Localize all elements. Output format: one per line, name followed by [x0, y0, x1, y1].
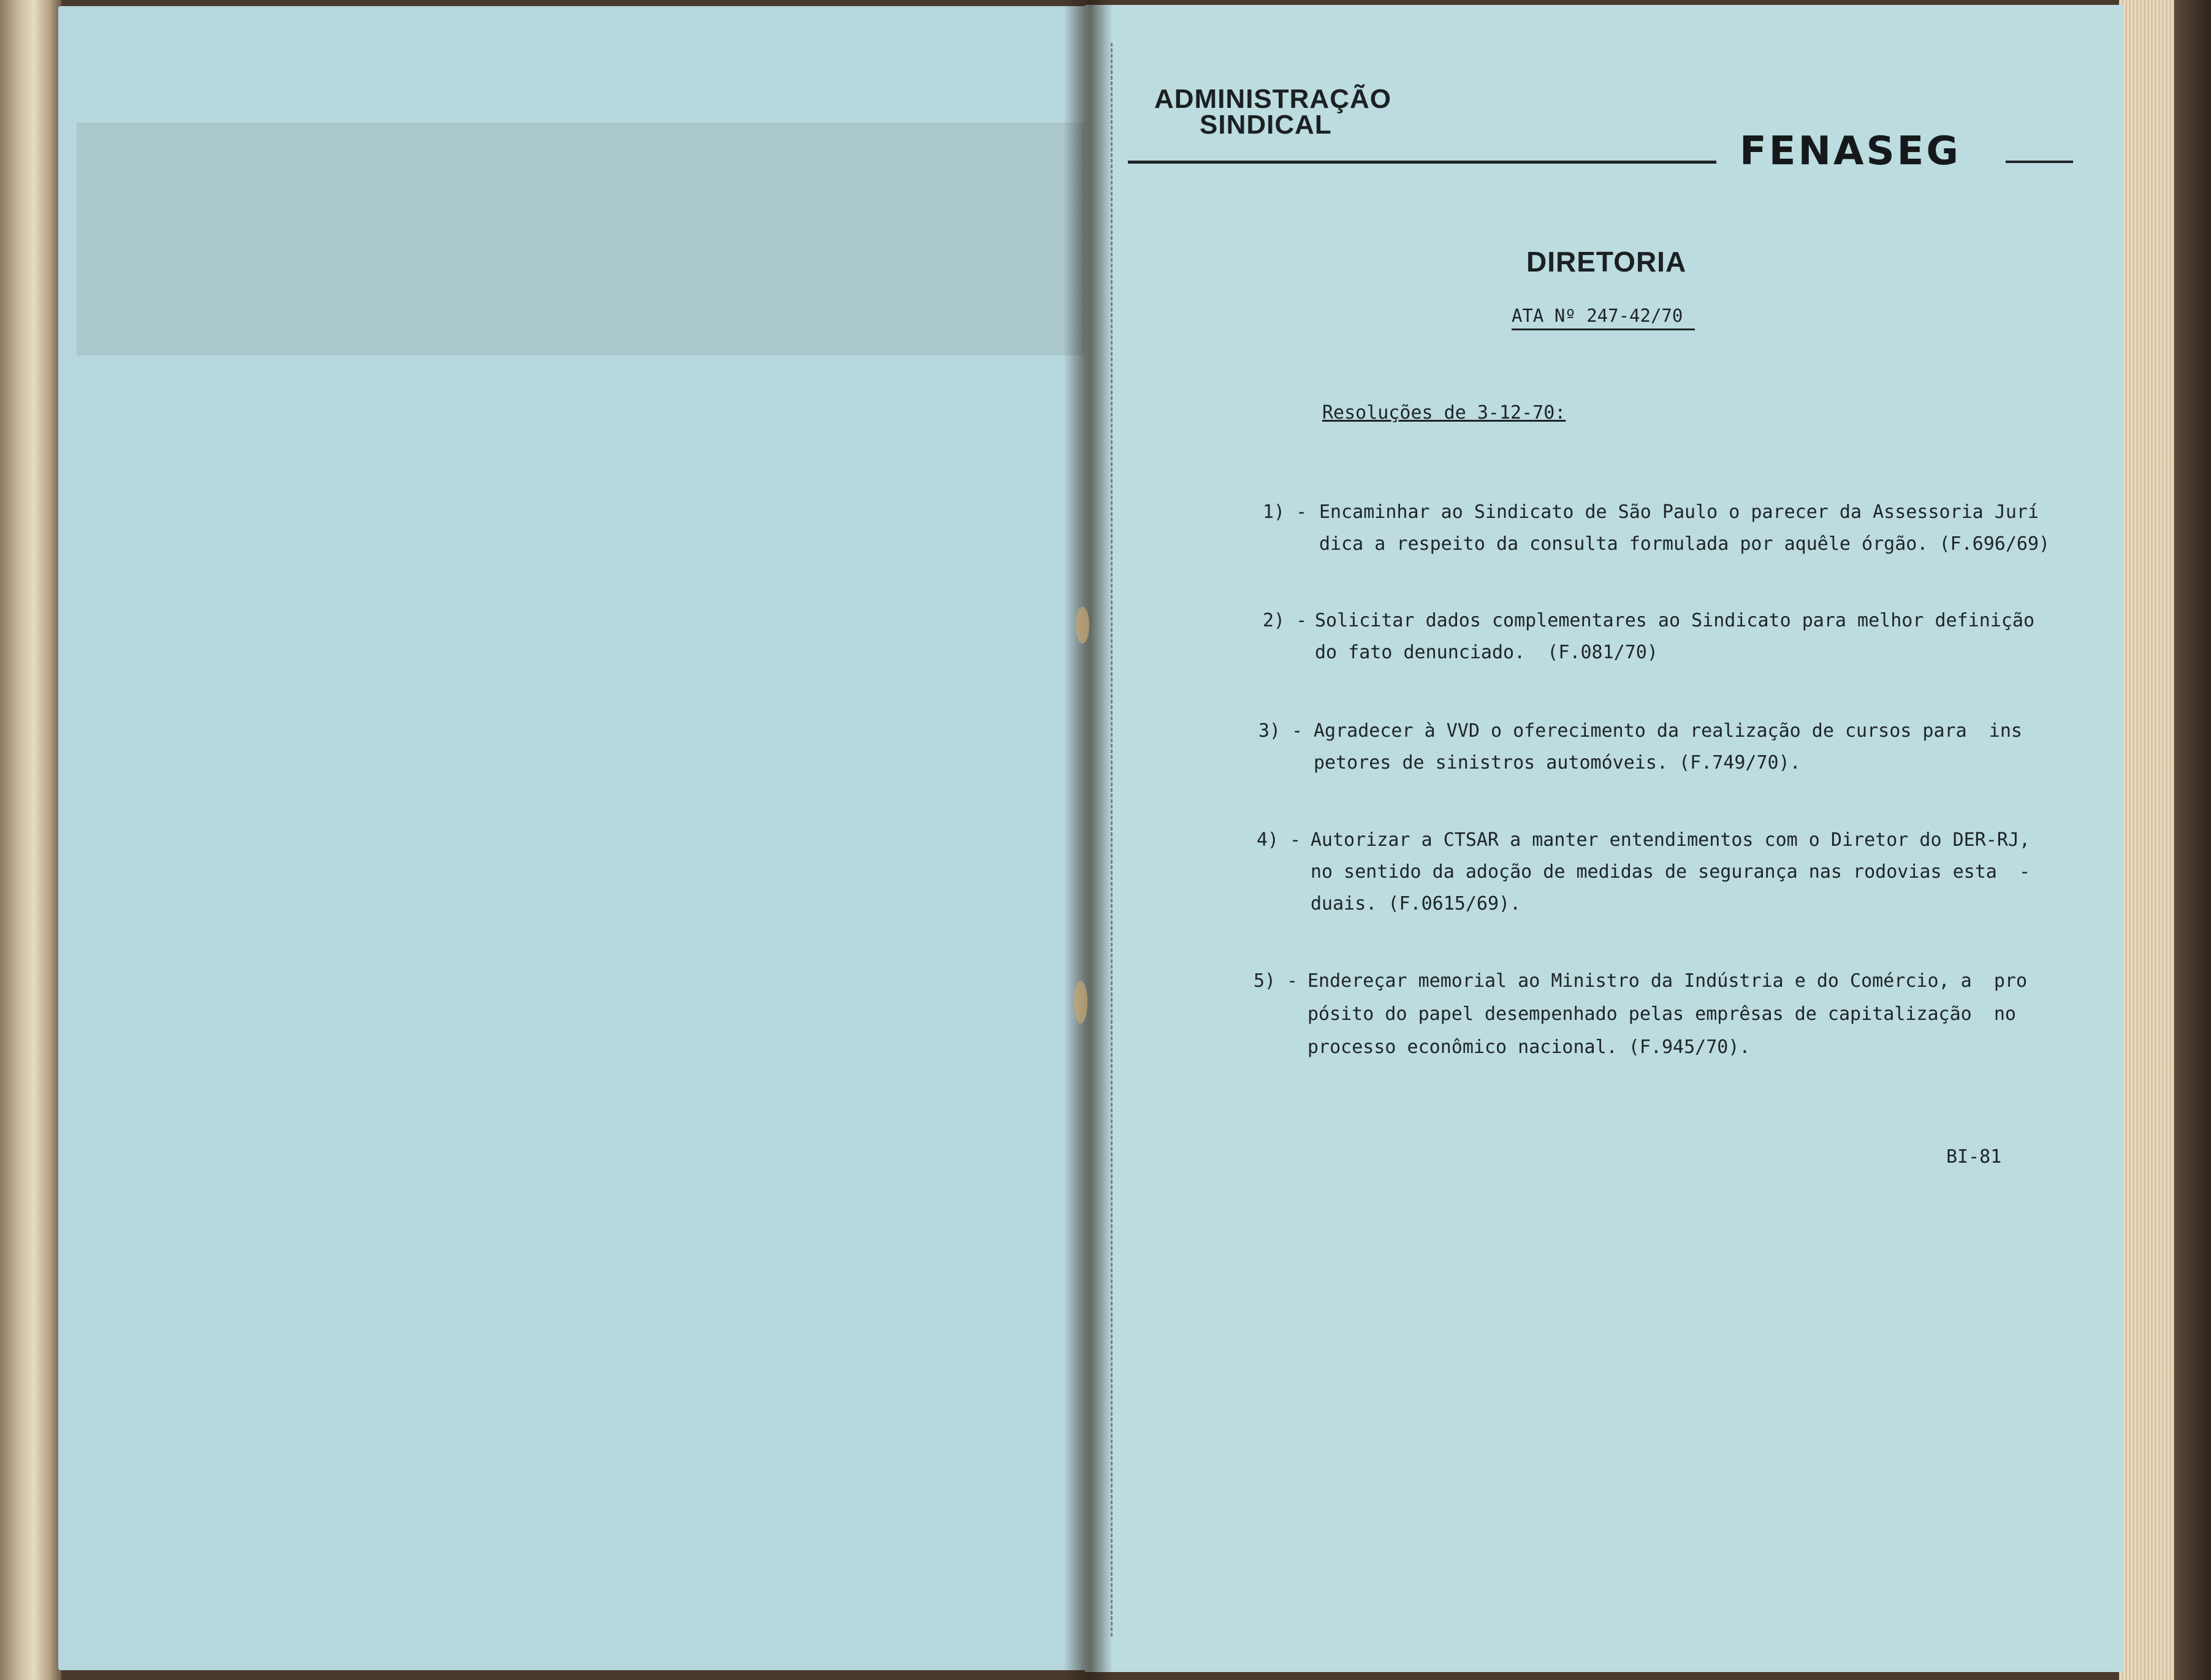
item-line: Endereçar memorial ao Ministro da Indústria e do Comércio, a pro: [1307, 970, 2027, 992]
item-number: 1) -: [1263, 501, 1307, 523]
left-page-faded-band: [77, 123, 1088, 355]
item-line: Solicitar dados complementares ao Sindicato para melhor definição: [1315, 610, 2034, 631]
header-rule-right: [2006, 161, 2073, 163]
binding-ring-mark: [1074, 981, 1087, 1024]
resolutions-heading: Resoluções de 3-12-70:: [1322, 402, 1566, 424]
item-line: no sentido da adoção de medidas de segurança nas rodovias esta -: [1311, 861, 2030, 883]
item-line: petores de sinistros automóveis. (F.749/70).: [1314, 752, 1801, 773]
item-number: 3) -: [1258, 720, 1303, 742]
item-line: pósito do papel desempenhado pelas emprêsas de capitalização no: [1307, 1003, 2016, 1025]
ata-number: ATA Nº 247-42/70: [1512, 305, 1695, 330]
perforation-margin: [1111, 43, 1114, 1636]
item-line: dica a respeito da consulta formulada por aquêle órgão. (F.696/69): [1319, 533, 2050, 555]
item-number: 5) -: [1254, 970, 1298, 992]
left-page-blank: [58, 6, 1088, 1670]
item-line: Autorizar a CTSAR a manter entendimentos com o Diretor do DER-RJ,: [1311, 829, 2030, 851]
binder-spine-left: [0, 0, 61, 1680]
item-line: do fato denunciado. (F.081/70): [1315, 642, 1658, 663]
binder-cover-right: [2174, 0, 2211, 1680]
book-gutter: [1064, 0, 1113, 1680]
item-line: duais. (F.0615/69).: [1311, 893, 1521, 914]
binding-ring-mark: [1076, 607, 1089, 644]
item-number: 2) -: [1263, 610, 1307, 631]
item-line: Agradecer à VVD o oferecimento da realização de cursos para ins: [1314, 720, 2022, 742]
header-admin-line2: SINDICAL: [1200, 110, 1332, 140]
document-title: DIRETORIA: [1526, 246, 1687, 278]
header-admin-line1: ADMINISTRAÇÃO: [1154, 84, 1391, 114]
header-brand-fenaseg: FENASEG: [1740, 129, 1961, 174]
page-number: BI-81: [1946, 1146, 2002, 1168]
header-rule: [1128, 161, 1716, 164]
item-line: Encaminhar ao Sindicato de São Paulo o parecer da Assessoria Jurí: [1319, 501, 2039, 523]
item-line: processo econômico nacional. (F.945/70).: [1307, 1036, 1751, 1058]
item-number: 4) -: [1257, 829, 1301, 851]
